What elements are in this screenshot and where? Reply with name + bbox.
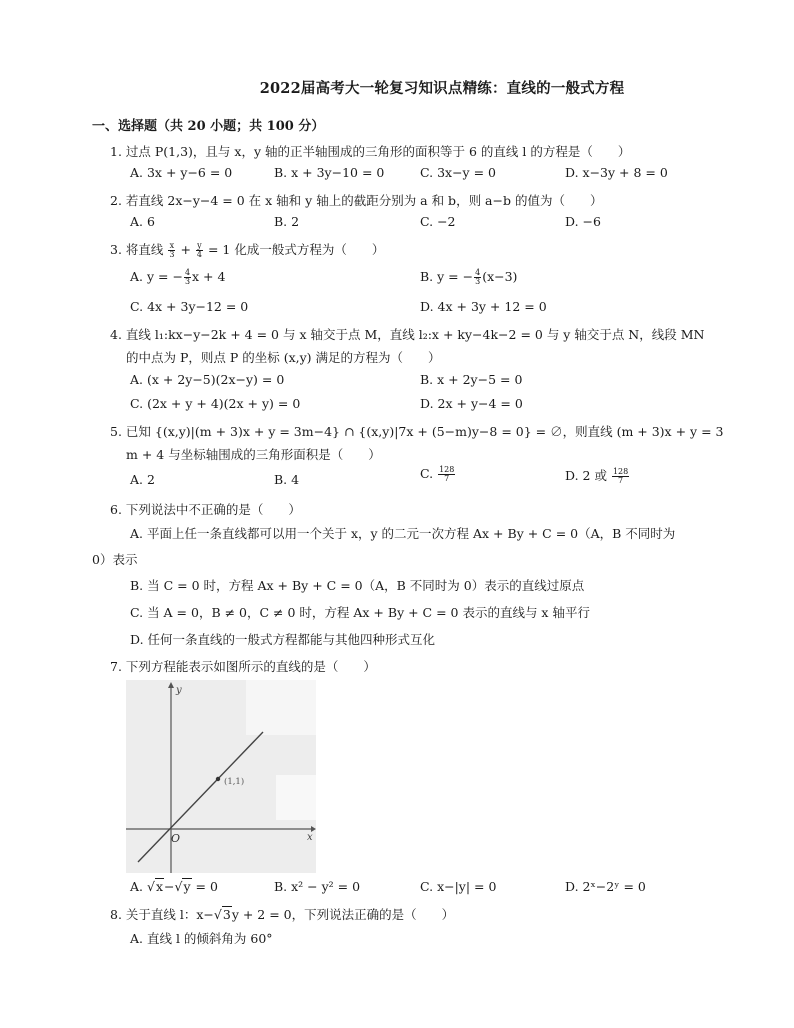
question-3-stem-suffix: = 1 化成一般式方程为（ ） — [203, 242, 385, 257]
question-2-option-d: D. −6 — [565, 214, 601, 229]
question-5-stem-line1: 5. 已知 {(x,y)|(m + 3)x + y = 3m−4} ∩ {(x,y)|7x + (5−m)y−8 = 0} = ∅，则直线 (m + 3)x + y = 3 — [110, 424, 724, 439]
question-3-option-b: B. y = − $\frac{4}{3}$ (x−3) — [420, 268, 518, 286]
question-3-option-c: C. 4x + 3y−12 = 0 — [130, 299, 249, 314]
point-marker — [216, 777, 220, 781]
question-4-option-c: C. (2x + y + 4)(2x + y) = 0 — [130, 396, 301, 411]
origin-label: O — [171, 832, 181, 845]
question-1-option-a: A. 3x + y−6 = 0 — [130, 165, 233, 180]
document-title: 2022届高考大一轮复习知识点精练：直线的一般式方程 — [259, 80, 625, 97]
question-6-stem: 6. 下列说法中不正确的是（ ） — [110, 502, 301, 517]
question-4-option-b: B. x + 2y−5 = 0 — [420, 372, 523, 387]
question-8-option-a: A. 直线 l 的倾斜角为 60° — [130, 931, 273, 946]
question-3-fraction-x: $\frac{x}{3}$ — [169, 241, 175, 259]
question-3-stem-prefix: 3. 将直线 — [110, 242, 168, 257]
line-graph — [126, 680, 316, 873]
question-6-option-b: B. 当 C = 0 时，方程 Ax + By + C = 0（A，B 不同时为 0）表示的直线过原点 — [130, 578, 585, 593]
question-1-option-b: B. x + 3y−10 = 0 — [274, 165, 385, 180]
question-2-option-b: B. 2 — [274, 214, 300, 229]
question-3-stem: 3. 将直线 $\frac{x}{3}$ + $\frac{y}{4}$ = 1 化成一般式方程为（ ） — [110, 241, 385, 259]
question-2-stem: 2. 若直线 2x−y−4 = 0 在 x 轴和 y 轴上的截距分别为 a 和 b，则 a−b 的值为（ ） — [110, 193, 603, 208]
question-5-stem-line2: m + 4 与坐标轴围成的三角形面积是（ ） — [126, 447, 381, 462]
question-4-stem-line1: 4. 直线 l₁:kx−y−2k + 4 = 0 与 x 轴交于点 M，直线 l₂:x + ky−4k−2 = 0 与 y 轴交于点 N，线段 MN — [110, 327, 705, 342]
section-heading: 一、选择题（共 20 小题；共 100 分） — [92, 119, 325, 134]
question-7-option-a: A. √x−√y = 0 — [130, 879, 218, 894]
question-7-figure — [126, 680, 316, 873]
question-7-stem: 7. 下列方程能表示如图所示的直线的是（ ） — [110, 659, 376, 674]
question-5-option-c: C. $\frac{128}{7}$ — [420, 465, 455, 483]
question-1-option-c: C. 3x−y = 0 — [420, 165, 496, 180]
question-5-option-b: B. 4 — [274, 472, 300, 487]
question-4-option-a: A. (x + 2y−5)(2x−y) = 0 — [130, 372, 285, 387]
question-3-fraction-y: $\frac{y}{4}$ — [196, 241, 202, 259]
question-3-option-a: A. y = − $\frac{4}{3}$ x + 4 — [130, 268, 226, 286]
x-axis-label: x — [307, 832, 313, 843]
question-7-option-b: B. x² − y² = 0 — [274, 879, 361, 894]
question-5-option-d: D. 2 或 $\frac{128}{7}$ — [565, 467, 629, 485]
question-1-stem: 1. 过点 P(1,3)，且与 x，y 轴的正半轴围成的三角形的面积等于 6 的直线 l 的方程是（ ） — [110, 144, 631, 159]
question-4-stem-line2: 的中点为 P，则点 P 的坐标 (x,y) 满足的方程为（ ） — [126, 350, 441, 365]
y-axis-label: y — [176, 685, 182, 696]
question-3-option-d: D. 4x + 3y + 12 = 0 — [420, 299, 547, 314]
question-6-option-d: D. 任何一条直线的一般式方程都能与其他四种形式互化 — [130, 632, 436, 647]
question-8-stem: 8. 关于直线 l：x−√3y + 2 = 0，下列说法正确的是（ ） — [110, 907, 455, 922]
question-2-option-c: C. −2 — [420, 214, 456, 229]
question-6-option-a-line1: A. 平面上任一条直线都可以用一个关于 x，y 的二元一次方程 Ax + By + C = 0（A，B 不同时为 — [130, 526, 676, 541]
question-5-option-a: A. 2 — [130, 472, 155, 487]
question-7-option-c: C. x−|y| = 0 — [420, 879, 497, 894]
question-6-option-a-line2: 0）表示 — [92, 552, 138, 567]
question-6-option-c: C. 当 A = 0，B ≠ 0，C ≠ 0 时，方程 Ax + By + C = 0 表示的直线与 x 轴平行 — [130, 605, 590, 620]
question-1-option-d: D. x−3y + 8 = 0 — [565, 165, 668, 180]
question-7-option-d: D. 2ˣ−2ʸ = 0 — [565, 879, 646, 894]
question-4-option-d: D. 2x + y−4 = 0 — [420, 396, 523, 411]
question-2-option-a: A. 6 — [130, 214, 155, 229]
point-label: (1,1) — [224, 777, 245, 787]
